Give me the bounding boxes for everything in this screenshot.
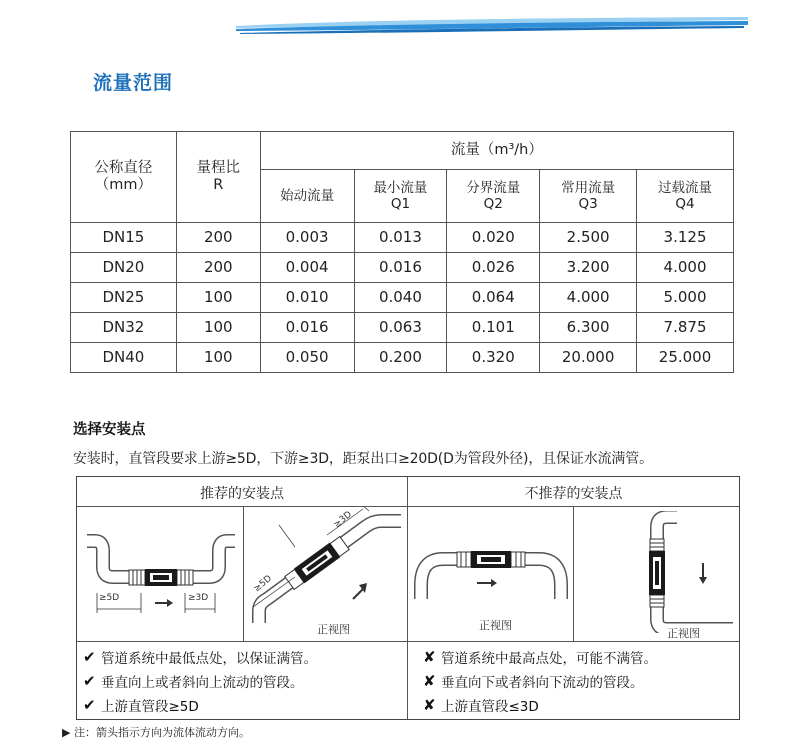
recommended-title: 推荐的安装点 (200, 486, 284, 502)
cross-icon: ✘ (423, 696, 436, 714)
header-flow-group: 流量（m³/h） (260, 132, 733, 170)
header-range-ratio: 量程比 R (176, 132, 260, 223)
divider-title-row (77, 506, 739, 507)
divider-bullets-row (77, 641, 739, 642)
table-row: DN32 100 0.016 0.063 0.101 6.300 7.875 (71, 313, 734, 343)
table-row: DN20 200 0.004 0.016 0.026 3.200 4.000 (71, 253, 734, 283)
header-start-flow: 始动流量 (260, 170, 354, 223)
list-item: ✔ 管道系统中最低点处，以保证满管。 (83, 648, 317, 667)
fig1-dim-downstream: ≥3D (188, 593, 209, 603)
list-item: ✘ 垂直向下或者斜向下流动的管段。 (423, 672, 644, 691)
not-recommended-downward-flow-figure (607, 511, 737, 633)
triangle-right-icon: ▶ (62, 726, 71, 739)
flow-direction-arrow-icon (167, 599, 173, 607)
table-row: DN40 100 0.050 0.200 0.320 20.000 25.000 (71, 343, 734, 373)
recommended-lowest-point-figure (81, 519, 241, 629)
install-requirement-text: 安装时，直管段要求上游≥5D，下游≥3D，距泵出口≥20D(D为管段外径)，且保证水流满管。 (73, 451, 653, 467)
install-points-panel (76, 476, 740, 720)
fig2-dim-upstream: ≥5D (252, 573, 275, 595)
divider-right-figures (573, 506, 574, 641)
cross-icon: ✘ (423, 672, 436, 690)
list-item: ✘ 上游直管段≤3D (423, 696, 539, 715)
recommended-upward-flow-figure (245, 507, 405, 639)
divider-left-figures (243, 506, 244, 641)
install-section-title: 选择安装点 (73, 422, 146, 438)
fig1-dim-upstream: ≥5D (99, 593, 120, 603)
table-row: DN25 100 0.010 0.040 0.064 4.000 5.000 (71, 283, 734, 313)
cross-icon: ✘ (423, 648, 436, 666)
flow-direction-arrow-icon (699, 577, 707, 584)
not-recommended-title: 不推荐的安装点 (524, 486, 623, 502)
divider-center (407, 477, 408, 719)
header-overload-flow: 过载流量 Q4 (637, 170, 734, 223)
table-row: DN15 200 0.003 0.013 0.020 2.500 3.125 (71, 223, 734, 253)
flow-direction-arrow-icon (491, 579, 497, 587)
fig4-view-label: 正视图 (667, 627, 700, 640)
header-boundary-flow: 分界流量 Q2 (447, 170, 540, 223)
list-item: ✘ 管道系统中最高点处，可能不满管。 (423, 648, 657, 667)
check-icon: ✔ (83, 648, 96, 666)
flow-range-table (70, 131, 734, 373)
header-swoosh-decoration (236, 14, 748, 36)
flow-range-title: 流量范围 (93, 72, 174, 94)
table-header-row (71, 132, 734, 170)
list-item: ✔ 上游直管段≥5D (83, 696, 199, 715)
header-min-flow: 最小流量 Q1 (354, 170, 447, 223)
fig3-view-label: 正视图 (479, 619, 512, 632)
fig2-view-label: 正视图 (317, 623, 350, 636)
header-common-flow: 常用流量 Q3 (540, 170, 637, 223)
not-recommended-highest-point-figure (411, 519, 571, 619)
check-icon: ✔ (83, 696, 96, 714)
check-icon: ✔ (83, 672, 96, 690)
header-nominal-diameter: 公称直径 （mm） (71, 132, 177, 223)
fig2-dim-downstream: ≥3D (332, 509, 355, 531)
list-item: ✔ 垂直向上或者斜向上流动的管段。 (83, 672, 304, 691)
flow-direction-note: ▶ 注：箭头指示方向为流体流动方向。 (62, 726, 250, 739)
